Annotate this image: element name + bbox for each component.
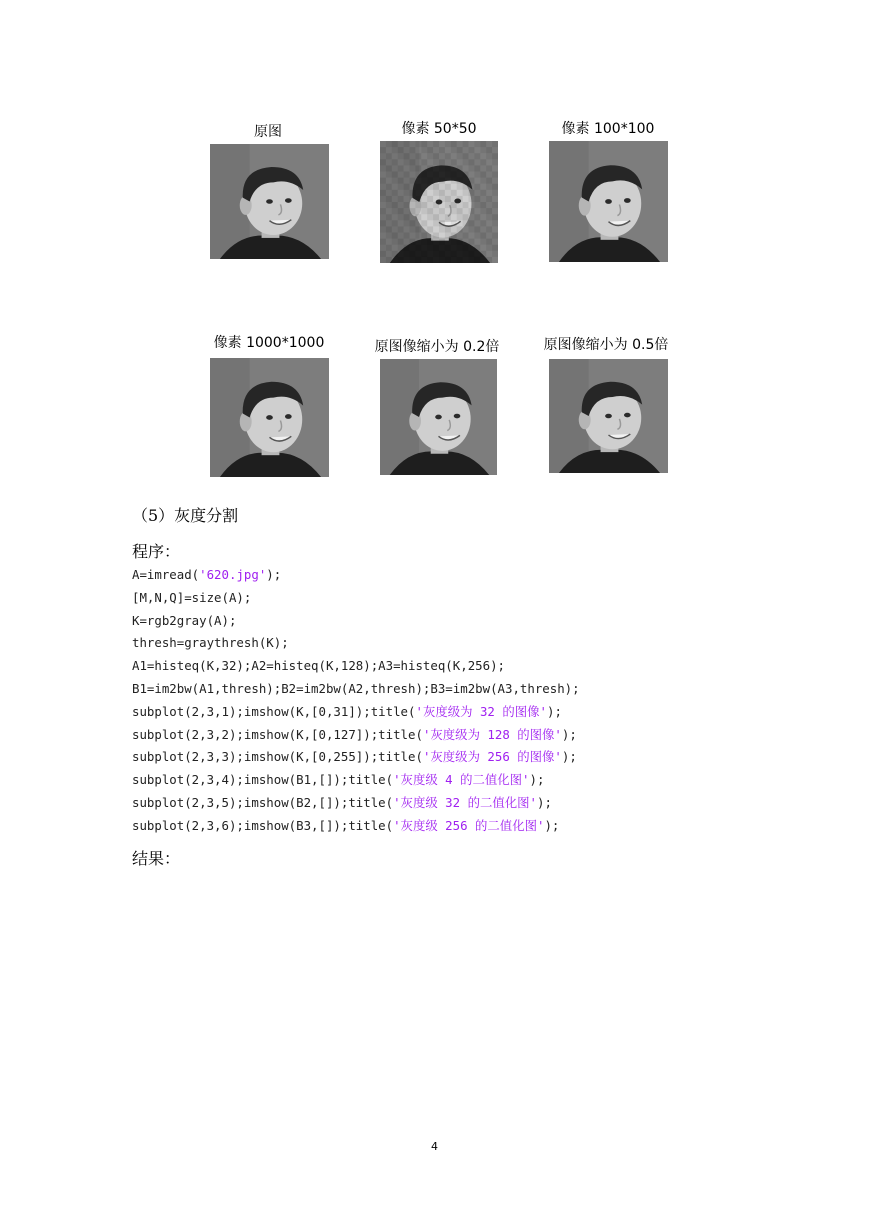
- section-heading: （5）灰度分割: [132, 506, 239, 525]
- code-block: [132, 564, 580, 838]
- code-line: [132, 769, 580, 792]
- code-line: [132, 792, 580, 815]
- photo-50x50: [380, 141, 498, 263]
- code-text: A=imread(: [132, 567, 200, 582]
- code-line: [132, 724, 580, 747]
- figure-title-scale-0-5: 原图像缩小为 0.5倍: [543, 337, 669, 353]
- code-text: subplot(2,3,3);imshow(K,[0,255]);title(: [132, 749, 423, 765]
- photo-scale-0-2: [380, 359, 497, 475]
- photo-scale-0-5: [549, 359, 668, 473]
- figure-title-50x50: 像素 50*50: [401, 121, 477, 137]
- figure-title-original: 原图: [254, 124, 282, 140]
- code-text: subplot(2,3,1);imshow(K,[0,31]);title(: [132, 703, 416, 719]
- code-text: thresh=graythresh(K);: [132, 635, 289, 651]
- code-line: [132, 632, 580, 655]
- figure-title-1000x1000: 像素 1000*1000: [213, 335, 325, 351]
- code-text: );: [544, 817, 560, 833]
- code-string: '灰度级 4 的二值化图': [393, 772, 530, 788]
- page-number: 4: [431, 1140, 438, 1153]
- code-line: [132, 746, 580, 769]
- code-text: A1=histeq(K,32);A2=histeq(K,128);A3=histeq(K,256);: [132, 658, 505, 674]
- figure-title-scale-0-2: 原图像缩小为 0.2倍: [374, 339, 500, 355]
- code-string: '灰度级 256 的二值化图': [393, 817, 545, 833]
- code-text: K=rgb2gray(A);: [132, 612, 237, 628]
- code-text: B1=im2bw(A1,thresh);B2=im2bw(A2,thresh);B3=im2bw(A3,thresh);: [132, 680, 580, 696]
- code-line: [132, 587, 580, 610]
- figure-title-100x100: 像素 100*100: [561, 121, 655, 137]
- code-text: subplot(2,3,2);imshow(K,[0,127]);title(: [132, 726, 423, 742]
- code-line: [132, 610, 580, 633]
- code-string: '灰度级为 32 的图像': [415, 703, 547, 719]
- program-label: 程序：: [132, 542, 181, 561]
- code-text: subplot(2,3,4);imshow(B1,[]);title(: [132, 772, 394, 788]
- code-text: );: [546, 703, 562, 719]
- code-line: [132, 678, 580, 701]
- result-label: 结果：: [132, 849, 181, 868]
- code-text: subplot(2,3,5);imshow(B2,[]);title(: [132, 794, 394, 810]
- code-text: );: [561, 749, 577, 765]
- photo-100x100: [549, 141, 668, 262]
- code-string: '灰度级为 128 的图像': [422, 726, 562, 742]
- photo-original: [210, 144, 329, 259]
- code-text: subplot(2,3,6);imshow(B3,[]);title(: [132, 817, 394, 833]
- code-text: );: [266, 567, 282, 582]
- code-string: '灰度级 32 的二值化图': [393, 794, 537, 810]
- code-text: [M,N,Q]=size(A);: [132, 589, 252, 605]
- code-line: [132, 564, 580, 587]
- code-line: [132, 655, 580, 678]
- code-text: );: [529, 772, 545, 788]
- code-line: [132, 701, 580, 724]
- code-string: '灰度级为 256 的图像': [422, 749, 562, 765]
- code-text: );: [536, 794, 552, 810]
- code-string: '620.jpg': [199, 567, 267, 582]
- code-line: [132, 815, 580, 838]
- photo-1000x1000: [210, 358, 329, 477]
- code-text: );: [561, 726, 577, 742]
